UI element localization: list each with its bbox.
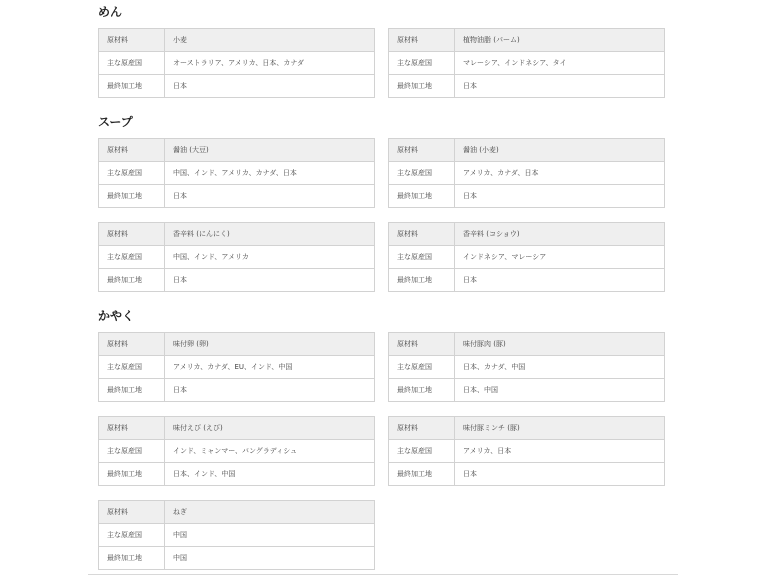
label-cell: 原材料 xyxy=(389,29,455,52)
table-row xyxy=(99,379,375,402)
table-row xyxy=(389,333,665,356)
table-row xyxy=(99,52,375,75)
table-row xyxy=(99,440,375,463)
value-cell: 日本 xyxy=(455,185,665,208)
label-cell: 主な原産国 xyxy=(99,524,165,547)
value-cell: 日本 xyxy=(455,269,665,292)
table-row xyxy=(389,223,665,246)
ingredient-table xyxy=(388,332,665,402)
table-row xyxy=(389,463,665,486)
table-row xyxy=(99,547,375,570)
value-cell: オーストラリア、アメリカ、日本、カナダ xyxy=(165,52,375,75)
value-cell: アメリカ、カナダ、EU、インド、中国 xyxy=(165,356,375,379)
label-cell: 原材料 xyxy=(389,139,455,162)
value-cell: インドネシア、マレーシア xyxy=(455,246,665,269)
value-cell: 味付豚ミンチ (豚) xyxy=(455,417,665,440)
value-cell: 香辛料 (コショウ) xyxy=(455,223,665,246)
value-cell: 中国、インド、アメリカ xyxy=(165,246,375,269)
value-cell: 日本 xyxy=(455,463,665,486)
label-cell: 原材料 xyxy=(99,139,165,162)
label-cell: 最終加工地 xyxy=(99,269,165,292)
table-row xyxy=(99,333,375,356)
table-row xyxy=(389,52,665,75)
section-title-soup: スープ xyxy=(98,115,133,129)
table-row xyxy=(99,269,375,292)
label-cell: 主な原産国 xyxy=(99,52,165,75)
table-row xyxy=(389,139,665,162)
label-cell: 主な原産国 xyxy=(389,246,455,269)
label-cell: 主な原産国 xyxy=(389,52,455,75)
value-cell: 日本 xyxy=(455,75,665,98)
value-cell: 日本 xyxy=(165,269,375,292)
ingredient-table xyxy=(388,222,665,292)
ingredient-table xyxy=(98,222,375,292)
value-cell: 日本、インド、中国 xyxy=(165,463,375,486)
value-cell: インド、ミャンマー、バングラディシュ xyxy=(165,440,375,463)
value-cell: 味付卵 (卵) xyxy=(165,333,375,356)
table-row xyxy=(99,185,375,208)
label-cell: 最終加工地 xyxy=(99,547,165,570)
value-cell: 植物油脂 (パーム) xyxy=(455,29,665,52)
table-row xyxy=(99,356,375,379)
value-cell: 醤油 (小麦) xyxy=(455,139,665,162)
value-cell: 醤油 (大豆) xyxy=(165,139,375,162)
label-cell: 最終加工地 xyxy=(389,185,455,208)
table-row xyxy=(389,162,665,185)
section-title-men: めん xyxy=(98,5,123,19)
value-cell: 中国 xyxy=(165,547,375,570)
ingredient-table xyxy=(388,28,665,98)
table-row xyxy=(389,269,665,292)
ingredient-table xyxy=(98,28,375,98)
ingredient-table xyxy=(98,332,375,402)
label-cell: 原材料 xyxy=(389,417,455,440)
label-cell: 主な原産国 xyxy=(389,440,455,463)
label-cell: 主な原産国 xyxy=(389,162,455,185)
label-cell: 原材料 xyxy=(99,333,165,356)
label-cell: 主な原産国 xyxy=(99,356,165,379)
table-row xyxy=(389,417,665,440)
table-row xyxy=(99,75,375,98)
table-row xyxy=(389,185,665,208)
value-cell: 日本 xyxy=(165,379,375,402)
ingredient-table xyxy=(388,138,665,208)
label-cell: 原材料 xyxy=(99,501,165,524)
ingredient-table xyxy=(98,416,375,486)
table-row xyxy=(99,463,375,486)
label-cell: 主な原産国 xyxy=(99,162,165,185)
table-row xyxy=(389,379,665,402)
ingredient-table xyxy=(98,138,375,208)
divider xyxy=(88,574,678,575)
label-cell: 原材料 xyxy=(99,417,165,440)
label-cell: 原材料 xyxy=(389,333,455,356)
value-cell: アメリカ、日本 xyxy=(455,440,665,463)
value-cell: 中国 xyxy=(165,524,375,547)
value-cell: アメリカ、カナダ、日本 xyxy=(455,162,665,185)
table-row xyxy=(99,162,375,185)
table-row xyxy=(99,246,375,269)
value-cell: 味付豚肉 (豚) xyxy=(455,333,665,356)
label-cell: 最終加工地 xyxy=(389,75,455,98)
table-row xyxy=(389,440,665,463)
table-row xyxy=(389,246,665,269)
section-title-kayaku: かやく xyxy=(98,309,135,323)
table-row xyxy=(99,223,375,246)
table-row xyxy=(389,356,665,379)
label-cell: 最終加工地 xyxy=(389,379,455,402)
table-row xyxy=(99,139,375,162)
value-cell: 日本、中国 xyxy=(455,379,665,402)
label-cell: 最終加工地 xyxy=(99,185,165,208)
ingredient-table xyxy=(98,500,375,570)
label-cell: 最終加工地 xyxy=(99,379,165,402)
value-cell: マレーシア、インドネシア、タイ xyxy=(455,52,665,75)
label-cell: 主な原産国 xyxy=(99,246,165,269)
label-cell: 最終加工地 xyxy=(389,463,455,486)
value-cell: 日本、カナダ、中国 xyxy=(455,356,665,379)
value-cell: 日本 xyxy=(165,75,375,98)
table-row xyxy=(99,524,375,547)
value-cell: 中国、インド、アメリカ、カナダ、日本 xyxy=(165,162,375,185)
value-cell: 味付えび (えび) xyxy=(165,417,375,440)
label-cell: 最終加工地 xyxy=(99,75,165,98)
value-cell: ねぎ xyxy=(165,501,375,524)
label-cell: 原材料 xyxy=(389,223,455,246)
ingredient-table xyxy=(388,416,665,486)
value-cell: 小麦 xyxy=(165,29,375,52)
table-row xyxy=(389,75,665,98)
label-cell: 原材料 xyxy=(99,223,165,246)
table-row xyxy=(99,29,375,52)
label-cell: 最終加工地 xyxy=(389,269,455,292)
label-cell: 原材料 xyxy=(99,29,165,52)
table-row xyxy=(99,417,375,440)
label-cell: 主な原産国 xyxy=(99,440,165,463)
label-cell: 最終加工地 xyxy=(99,463,165,486)
table-row xyxy=(99,501,375,524)
value-cell: 香辛料 (にんにく) xyxy=(165,223,375,246)
value-cell: 日本 xyxy=(165,185,375,208)
label-cell: 主な原産国 xyxy=(389,356,455,379)
table-row xyxy=(389,29,665,52)
